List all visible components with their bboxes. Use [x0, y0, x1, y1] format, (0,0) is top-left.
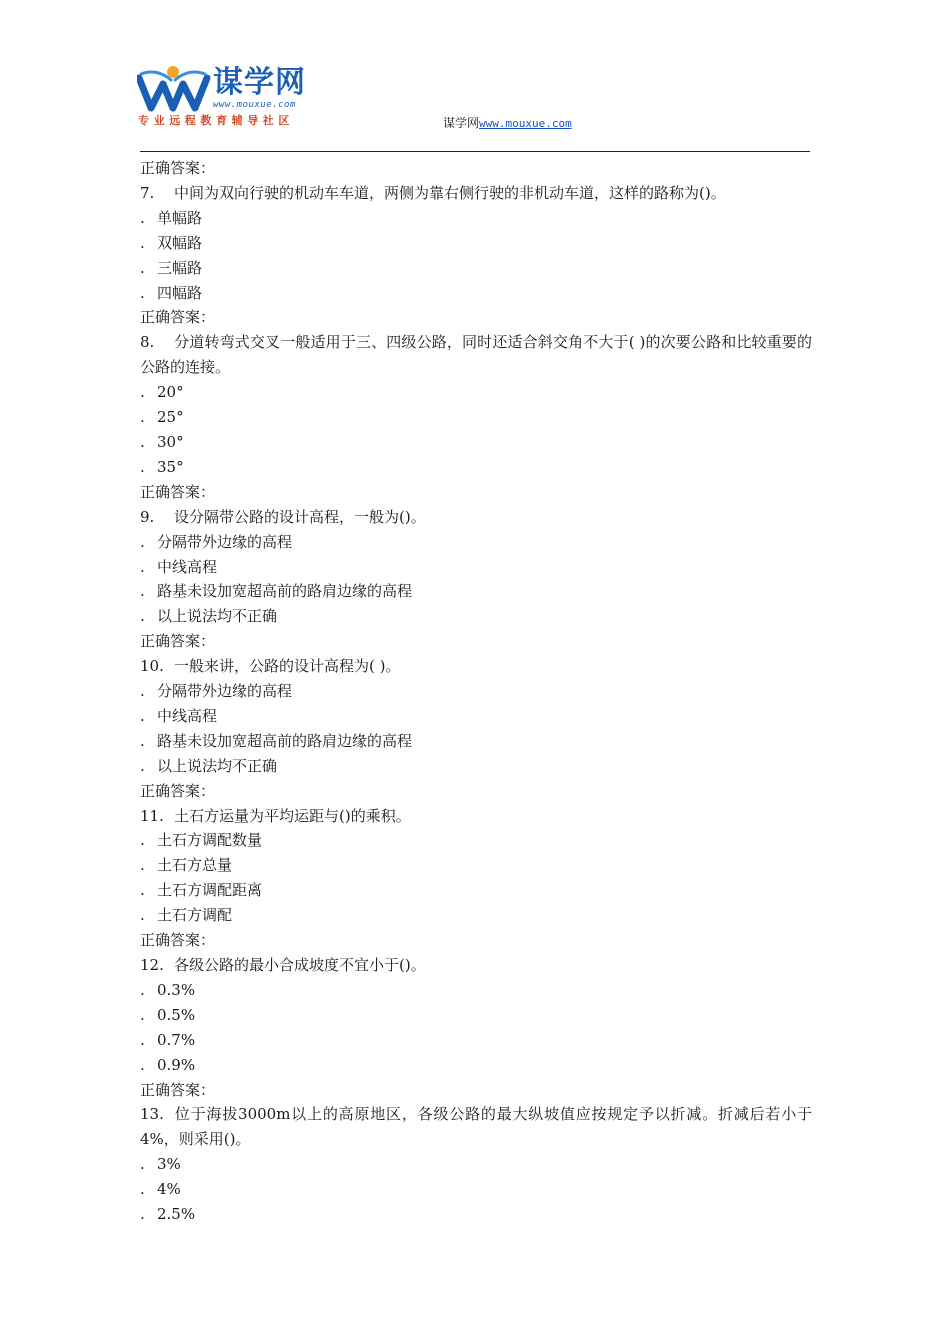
option-bullet: .: [140, 856, 145, 875]
option-bullet: .: [140, 457, 145, 476]
question-text: [140, 654, 812, 679]
option-item: [140, 530, 812, 555]
answer-label: 正确答案：: [140, 159, 216, 177]
question-stem: 各级公路的最小合成坡度不宜小于()。: [174, 956, 426, 974]
option-text: 土石方调配数量: [157, 831, 263, 850]
option-text: 路基未设加宽超高前的路肩边缘的高程: [157, 582, 413, 601]
option-text: 20°: [157, 383, 184, 402]
site-name: 谋学网: [443, 116, 480, 130]
site-logo: [137, 64, 337, 132]
option-bullet: .: [140, 208, 145, 227]
option-text: 土石方调配: [157, 906, 233, 925]
option-bullet: .: [140, 706, 145, 725]
option-item: [140, 455, 812, 480]
question-text: [140, 1102, 812, 1152]
option-item: [140, 978, 812, 1003]
question-number: 9.: [140, 507, 155, 526]
question-text: [140, 330, 812, 380]
option-bullet: .: [140, 906, 145, 925]
option-text: 四幅路: [157, 283, 203, 302]
option-item: [140, 679, 812, 704]
question-number: 10.: [140, 657, 164, 676]
option-text: 0.5%: [157, 1005, 196, 1024]
question-number: 11.: [140, 806, 164, 825]
option-item: [140, 1202, 812, 1227]
question-number: 12.: [140, 956, 164, 974]
option-bullet: .: [140, 557, 145, 576]
option-bullet: .: [140, 1205, 145, 1224]
option-text: 35°: [157, 457, 184, 476]
option-text: 4%: [157, 1180, 181, 1199]
answer-label: 正确答案：: [140, 632, 216, 651]
answer-label: 正确答案：: [140, 1080, 216, 1099]
answer-label: 正确答案：: [140, 781, 216, 800]
option-text: 土石方总量: [157, 856, 233, 875]
option-bullet: .: [140, 582, 145, 601]
option-bullet: .: [140, 980, 145, 999]
question-stem: 设分隔带公路的设计高程，一般为()。: [174, 507, 426, 526]
option-text: 0.3%: [157, 980, 196, 999]
option-text: 以上说法均不正确: [157, 607, 278, 626]
option-text: 25°: [157, 408, 184, 427]
option-bullet: .: [140, 1155, 145, 1174]
option-bullet: .: [140, 756, 145, 775]
option-bullet: .: [140, 831, 145, 850]
option-item: [140, 579, 812, 604]
option-item: [140, 754, 812, 779]
question-stem: 中间为双向行驶的机动车车道，两侧为靠右侧行驶的非机动车道，这样的路称为()。: [174, 183, 726, 202]
option-bullet: .: [140, 258, 145, 277]
option-bullet: .: [140, 1055, 145, 1074]
option-bullet: .: [140, 432, 145, 451]
option-bullet: .: [140, 1030, 145, 1049]
question-number: 13.: [140, 1105, 164, 1124]
option-text: 中线高程: [157, 557, 218, 576]
option-item: [140, 1152, 812, 1177]
book-person-logo-icon: [137, 64, 213, 114]
document-body: [140, 156, 812, 1227]
answer-label: 正确答案：: [140, 931, 216, 950]
option-text: 3%: [157, 1155, 181, 1174]
site-link[interactable]: www.mouxue.com: [479, 117, 572, 130]
option-bullet: .: [140, 731, 145, 750]
option-text: 土石方调配距离: [157, 881, 263, 900]
option-bullet: .: [140, 1005, 145, 1024]
question-stem: 分道转弯式交叉一般适用于三、四级公路，同时还适合斜交角不大于( )的次要公路和比较重要的公路的连接。: [140, 333, 812, 377]
option-bullet: .: [140, 881, 145, 900]
option-item: [140, 878, 812, 903]
option-bullet: .: [140, 682, 145, 701]
option-item: [140, 1028, 812, 1053]
page-header: [0, 0, 950, 152]
option-bullet: .: [140, 1180, 145, 1199]
option-bullet: .: [140, 383, 145, 402]
question-text: [140, 181, 812, 206]
option-text: 中线高程: [157, 706, 218, 725]
option-item: [140, 281, 812, 306]
answer-label: 正确答案：: [140, 308, 216, 327]
option-text: 分隔带外边缘的高程: [157, 682, 293, 701]
option-item: [140, 729, 812, 754]
question-stem: 位于海拔3000m以上的高原地区，各级公路的最大纵坡值应按规定予以折减。折减后若小于4%，则采用()。: [140, 1105, 812, 1149]
option-text: 0.7%: [157, 1030, 196, 1049]
logo-url: www.mouxue.com: [213, 100, 296, 110]
option-text: 以上说法均不正确: [157, 756, 278, 775]
question-number: 8.: [140, 333, 155, 352]
header-divider: [140, 151, 810, 152]
option-item: [140, 256, 812, 281]
question-text: [140, 505, 812, 530]
option-item: [140, 704, 812, 729]
option-item: [140, 828, 812, 853]
question-stem: 一般来讲，公路的设计高程为( )。: [174, 657, 401, 676]
option-text: 三幅路: [157, 258, 203, 277]
option-bullet: .: [140, 283, 145, 302]
question-text: [140, 804, 812, 829]
answer-label: 正确答案：: [140, 482, 216, 501]
option-item: [140, 555, 812, 580]
question-number: 7.: [140, 183, 155, 202]
option-text: 路基未设加宽超高前的路肩边缘的高程: [157, 731, 413, 750]
option-item: [140, 903, 812, 928]
option-bullet: .: [140, 532, 145, 551]
logo-slogan: 专业远程教育辅导社区: [138, 114, 294, 127]
option-bullet: .: [140, 408, 145, 427]
option-text: 单幅路: [157, 208, 203, 227]
option-text: 分隔带外边缘的高程: [157, 532, 293, 551]
option-item: [140, 206, 812, 231]
option-item: [140, 380, 812, 405]
option-text: 30°: [157, 432, 184, 451]
option-item: [140, 1177, 812, 1202]
question-stem: 土石方运量为平均运距与()的乘积。: [174, 806, 411, 825]
option-item: [140, 231, 812, 256]
option-item: [140, 430, 812, 455]
option-item: [140, 1053, 812, 1078]
logo-name: 谋学网: [213, 65, 306, 100]
option-item: [140, 604, 812, 629]
option-item: [140, 405, 812, 430]
site-attribution: [443, 115, 572, 132]
option-text: 0.9%: [157, 1055, 196, 1074]
option-bullet: .: [140, 233, 145, 252]
option-text: 2.5%: [157, 1205, 196, 1224]
option-item: [140, 853, 812, 878]
option-item: [140, 1003, 812, 1028]
option-text: 双幅路: [157, 233, 203, 252]
option-bullet: .: [140, 607, 145, 626]
question-text: [140, 953, 812, 978]
